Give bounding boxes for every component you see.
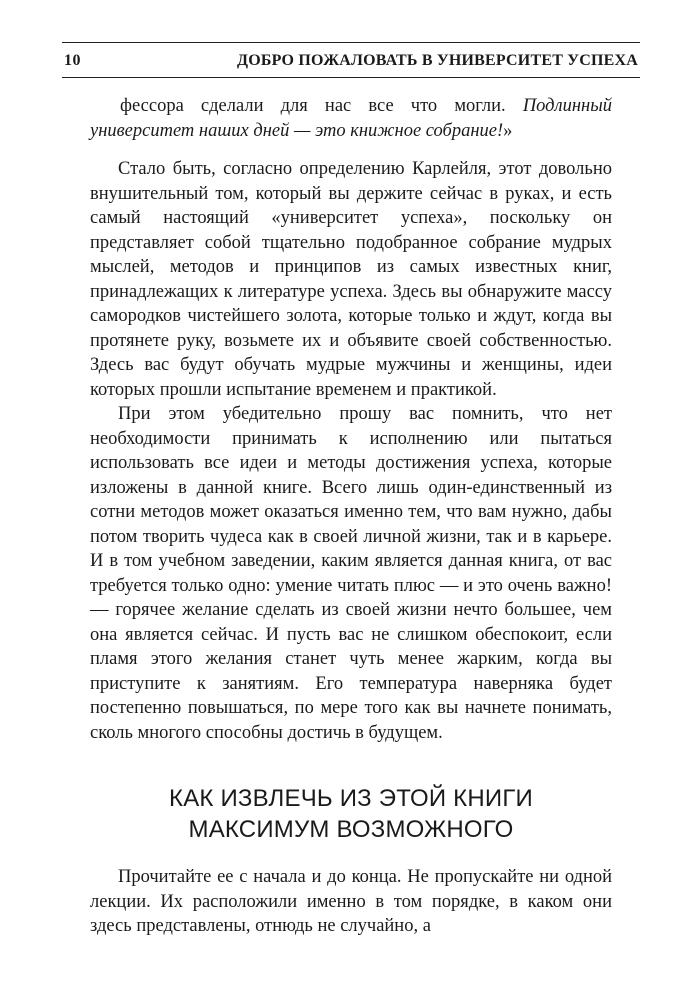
section-heading xyxy=(90,783,612,845)
quote-close-mark: » xyxy=(503,120,513,141)
paragraph-quote-end xyxy=(90,94,612,143)
running-head: ДОБРО ПОЖАЛОВАТЬ В УНИВЕРСИТЕТ УСПЕХА xyxy=(236,52,638,69)
page-number: 10 xyxy=(64,52,81,69)
paragraph-methods: При этом убедительно прошу вас помнить, что нет необходимости принимать к исполнению или пытаться использовать все идеи и методы достижения успеха, которые изложены в данной книге. Всего лишь один-единственный из сотни методов может оказаться именно тем, что вам нужно, дабы потом творить чудеса как в своей личной жизни, так и в карьере. И в том учебном заведении, каким является данная книга, от вас требуется только одно: умение читать плюс — и это очень важно! — горячее желание сделать из своей жизни нечто большее, чем она является сейчас. И пусть вас не слишком обеспокоит, если пламя этого желания станет чуть менее жарким, когда вы приступите к занятиям. Его температура наверняка будет постепенно повышаться, по мере того как вы начнете понимать, сколь многого способны достичь в будущем. xyxy=(90,404,612,743)
section-heading-line-2: МАКСИМУМ ВОЗМОЖНОГО xyxy=(188,816,514,843)
page-body xyxy=(90,94,612,939)
section-heading-line-1: КАК ИЗВЛЕЧЬ ИЗ ЭТОЙ КНИГИ xyxy=(169,785,533,812)
page-header xyxy=(62,42,640,78)
paragraph-read-through: Прочитайте ее с начала и до конца. Не пропускайте ни одной лекции. Их расположили именно в том порядке, в каком они здесь представлены, отнюдь не случайно, а xyxy=(90,867,612,936)
paragraph-carlyle: Стало быть, согласно определению Карлейля, этот довольно внушительный том, который вы держите сейчас в руках, и есть самый настоящий «университет успеха», поскольку он представляет собой тщательно подобранное собрание мудрых мыслей, методов и принципов из самых известных книг, принадлежащих к литературе успеха. Здесь вы обнаружите массу самородков чистейшего золота, которые только и ждут, когда вы протянете руку, возьмете их и объявите своей собственностью. Здесь вас будут обучать мудрые мужчины и женщины, идеи которых прошли испытание временем и практикой. xyxy=(90,159,612,400)
quote-italic-text: Подлинный университет наших дней — это книжное собрание! xyxy=(90,96,612,141)
quote-text: фессора сделали для нас все что могли. xyxy=(120,96,523,116)
